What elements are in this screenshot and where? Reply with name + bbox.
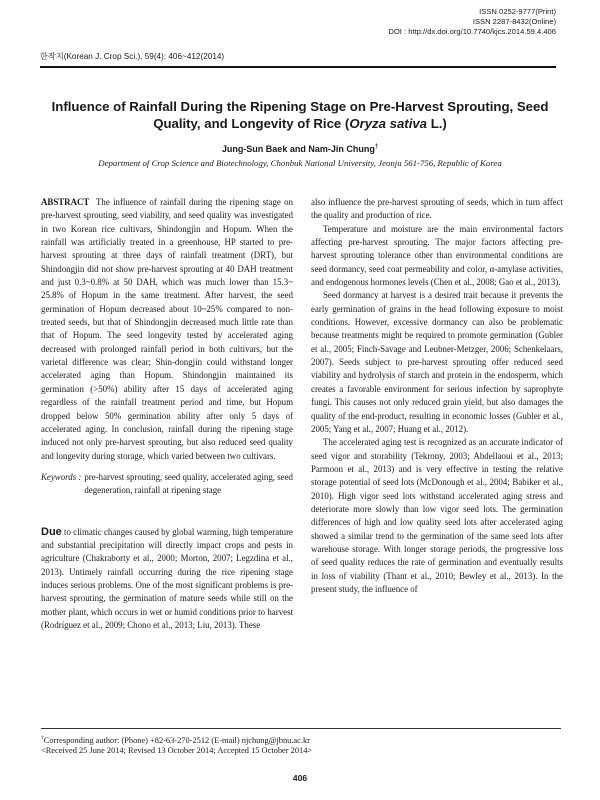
author-names: Jung-Sun Baek and Nam-Jin Chung xyxy=(221,144,375,154)
title-end: L.) xyxy=(427,116,447,131)
footnote-rule xyxy=(41,728,561,729)
right-paragraph-4: The accelerated aging test is recognized as an accurate indicator of seed vigor and storability (Tekrony, 2003; Abdellaoui et al., 2013; Parmoon et al., 2013) and is very effective in testing the relative storage potential of seed lots (McDonough et al., 2004; Babiker et al., 2010). High vigor seed lots withstand accelerated aging stress and deteriorate more slowly than low vigor seed lots. The germination differences of high and low quality seed lots after accelerated aging showed a similar trend to the germination of the same seed lots after warehouse storage. With longer storage periods, the progressive loss of seed quality reduces the rate of germination and eventually results in loss of viability (Thant et al., 2010; Bewley et al., 2013). In the present study, the influence of xyxy=(311,437,563,594)
corresponding-mark: † xyxy=(374,144,379,150)
right-paragraph-1: also influence the pre-harvest sprouting of seeds, which in turn affect the quality and production of rice. xyxy=(311,197,563,221)
intro-text: to climatic changes caused by global warming, high temperature and substantial precipitation will directly impact crops and pests in agriculture (Chakraborty et al., 2000; Morton, 2007; Legzdina et al., 2013). Untimely rainfall occurring during the rice ripening stage induces serious problems. One of the most significant problems is pre-harvest sprouting, the germination of mature seeds while still on the mother plant, which occurs in wet or humid conditions prior to harvest (Rodríguez et al., 2009; Chono et al., 2013; Liu, 2013). These xyxy=(41,526,293,630)
page-number: 406 xyxy=(292,773,308,783)
affiliation: Department of Crop Science and Biotechnology, Chonbuk National University, Jeonju 561-756, Republic of Korea xyxy=(98,158,502,168)
corresponding-author: Corresponding author: (Phone) +82-63-270-2512 (E-mail) njchung@jbnu.ac.kr xyxy=(43,735,310,745)
footnote-corresponding xyxy=(41,733,561,746)
footnote-dates: <Received 25 June 2014; Revised 13 October 2014; Accepted 15 October 2014> xyxy=(41,746,313,755)
abstract xyxy=(41,196,293,463)
right-paragraph-2: Temperature and moisture are the main environmental factors affecting pre-harvest sprouting. The major factors affecting pre-harvest sprouting tolerance other than environmental conditions are seed dormancy, seed coat permeability and color, α-amylase activities, and endogenous hormones levels (Chen et al., 2008; Gao et al., 2013). xyxy=(311,223,563,288)
keywords xyxy=(41,471,293,498)
keywords-text: pre-harvest sprouting, seed quality, accelerated aging, seed degeneration, rainfall at ripening stage xyxy=(84,471,293,496)
abstract-text: The influence of rainfall during the ripening stage on pre-harvest sprouting, seed viability, and seed quality was investigated in two Korean rice cultivars, Shindongjin and Hopum. When the rainfall was artificially treated in a greenhouse, HP started to pre-harvest sprouting at three days of rainfall treatment (DRT), but Shindongjin did not show pre-harvest sprouting at 40 DAH treatment and just 0.3~0.8% at 50 DAH, which was much lower than 15.3~ 25.8% of Hopum in the same treatment. After harvest, the seed germination of Hopum decreased about 10~25% compared to non-treated seeds, but that of Shindongjin decreased much little rate than that of Hopum. The seed longevity tested by accelerated aging decreased with prolonged rainfall period in both cultivars, but the varietal difference was clear; Shin-dongjin could withstand longer accelerated aging than Hopum. Shindongjin maintained its germination (>50%) ability after 15 days of accelerated aging regardless of the rainfall treatment period and time, but Hopum dropped below 50% germination ability after only 5 days of accelerated aging. In conclusion, rainfall during the ripening stage induced not only pre-harvest sprouting, but also reduced seed quality and longevity during storage, which varied between two cultivars. xyxy=(41,197,293,461)
doi[interactable]: DOI : http://dx.doi.org/10.7740/kjcs.2014.59.4.406 xyxy=(388,27,556,36)
spacer xyxy=(41,498,293,526)
title-main: Influence of Rainfall During the Ripening Stage on Pre-Harvest Sprouting, Seed Quality, and Longevity of Rice ( xyxy=(51,99,549,131)
keywords-label: Keywords : xyxy=(41,471,82,482)
journal-reference: 한작지(Korean J. Crop Sci.), 59(4): 406~412(2014) xyxy=(40,52,225,61)
intro-dropcap: Due xyxy=(41,525,62,538)
left-column xyxy=(41,196,293,632)
title-species: Oryza sativa xyxy=(349,116,428,131)
issn-block xyxy=(356,7,556,37)
right-paragraph-3: Seed dormancy at harvest is a desired trait because it prevents the early germination of grains in the head following exposure to moist conditions. However, excessive dormancy can also be problematic because treatments might be required to promote germination (Gubler et al., 2005; Finch-Savage and Leubner-Metzger, 2006; Schenkelaars, 2007). Seeds subject to pre-harvest sprouting offer reduced seed viability and hydrolysis of starch and protein in the endosperm, which creates a favorable environment for serious infection by saprophyte fungi. This causes not only reduced grain yield, but also damages the quality of the end-product, resulting in economic losses (Gubler et al., 2005; Yang et al., 2007; Huang et al., 2012). xyxy=(311,290,563,434)
article-title xyxy=(40,98,560,132)
issn-print: ISSN 0252-9777(Print) xyxy=(479,7,556,16)
right-column xyxy=(311,196,563,596)
header-rule xyxy=(40,66,556,68)
footnote-mark: † xyxy=(41,735,44,741)
intro-paragraph xyxy=(41,526,293,633)
issn-online: ISSN 2287-8432(Online) xyxy=(472,17,556,26)
abstract-label: ABSTRACT xyxy=(41,197,90,207)
authors xyxy=(40,144,560,154)
